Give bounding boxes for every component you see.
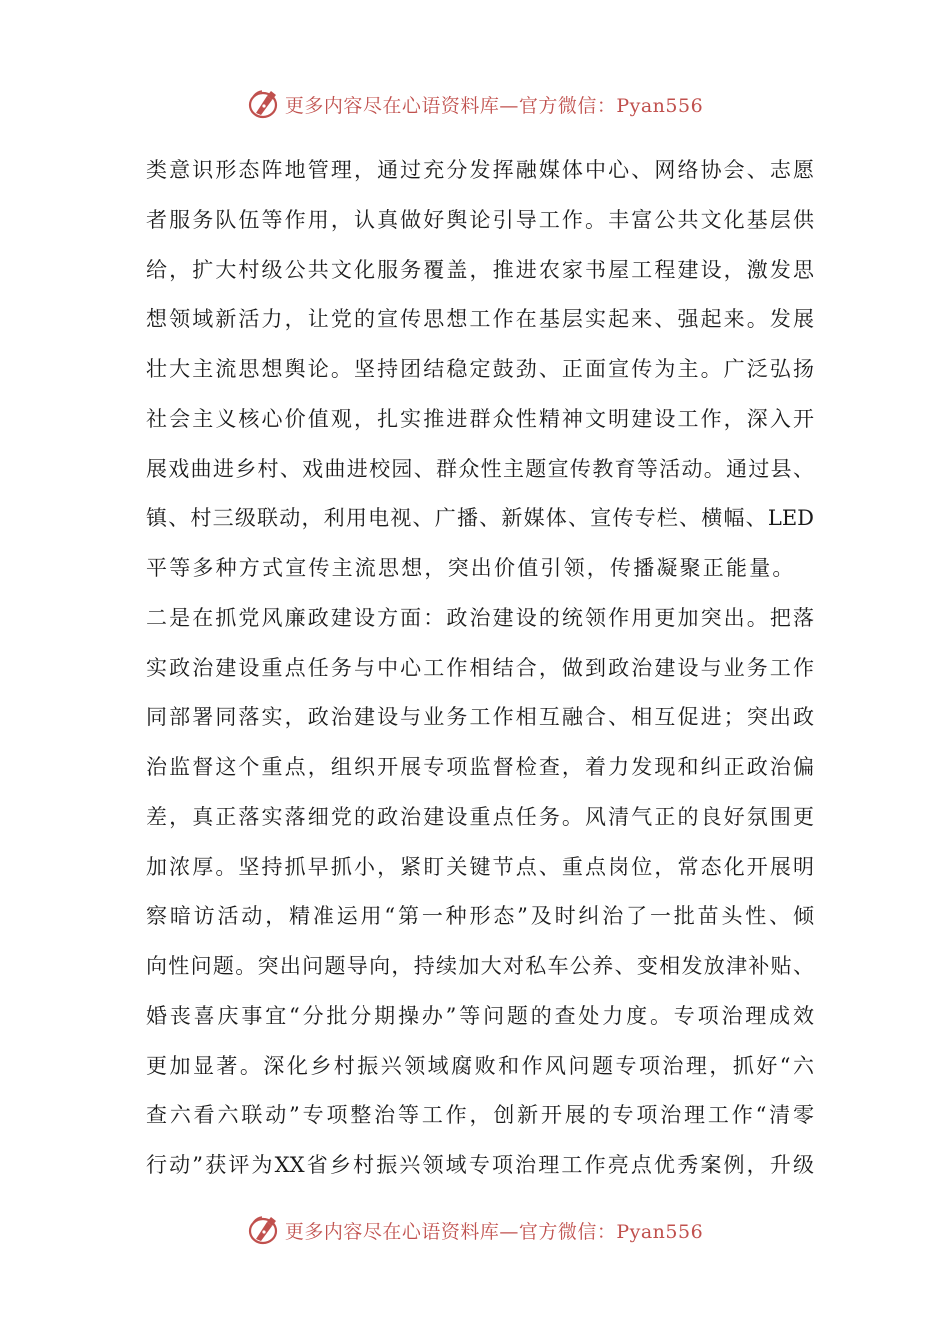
text-line-5: 壮大主流思想舆论。坚持团结稳定鼓劲、正面宣传为主。广泛弘扬 bbox=[146, 357, 814, 381]
text-line-3: 给，扩大村级公共文化服务覆盖，推进农家书屋工程建设，激发思 bbox=[146, 257, 814, 282]
text-line-13: 治监督这个重点，组织开展专项监督检查，着力发现和纠正政治偏 bbox=[146, 755, 814, 779]
text-line-12: 同部署同落实，政治建设与业务工作相互融合、相互促进；突出政 bbox=[146, 705, 814, 730]
footer-banner-text: 更多内容尽在心语资料库—官方微信：Pyan556 bbox=[284, 1220, 704, 1243]
header-banner-text: 更多内容尽在心语资料库—官方微信：Pyan556 bbox=[284, 94, 704, 117]
text-line-11: 实政治建设重点任务与中心工作相结合，做到政治建设与业务工作 bbox=[146, 655, 814, 680]
text-line-21: 行动”获评为XX省乡村振兴领域专项治理工作亮点优秀案例，升级 bbox=[146, 1153, 814, 1177]
text-line-20: 查六看六联动”专项整治等工作，创新开展的专项治理工作“清零 bbox=[146, 1103, 814, 1128]
text-line-16: 察暗访活动，精准运用“第一种形态”及时纠治了一批苗头性、倾 bbox=[146, 904, 814, 929]
text-line-8: 镇、村三级联动，利用电视、广播、新媒体、宣传专栏、横幅、LED bbox=[146, 506, 814, 531]
footer-banner bbox=[0, 1210, 950, 1250]
document-body bbox=[146, 150, 814, 1195]
text-line-1: 类意识形态阵地管理，通过充分发挥融媒体中心、网络协会、志愿 bbox=[146, 158, 814, 182]
text-line-15: 加浓厚。坚持抓早抓小，紧盯关键节点、重点岗位，常态化开展明 bbox=[146, 854, 814, 879]
text-line-2: 者服务队伍等作用，认真做好舆论引导工作。丰富公共文化基层供 bbox=[146, 207, 814, 232]
text-line-7: 展戏曲进乡村、戏曲进校园、群众性主题宣传教育等活动。通过县、 bbox=[146, 456, 814, 481]
pen-nib-logo-icon bbox=[247, 1213, 281, 1247]
text-line-18: 婚丧喜庆事宜“分批分期操办”等问题的查处力度。专项治理成效 bbox=[146, 1003, 814, 1028]
text-line-19: 更加显著。深化乡村振兴领域腐败和作风问题专项治理，抓好“六 bbox=[146, 1053, 814, 1078]
pen-nib-logo-icon bbox=[247, 87, 281, 121]
text-line-4: 想领域新活力，让党的宣传思想工作在基层实起来、强起来。发展 bbox=[146, 307, 814, 332]
text-line-14: 差，真正落实落细党的政治建设重点任务。风清气正的良好氛围更 bbox=[146, 804, 814, 829]
text-line-10: 二是在抓党风廉政建设方面：政治建设的统领作用更加突出。把落 bbox=[146, 605, 814, 630]
header-banner bbox=[0, 84, 950, 124]
text-line-9: 平等多种方式宣传主流思想，突出价值引领，传播凝聚正能量。 bbox=[146, 556, 796, 580]
text-line-6: 社会主义核心价值观，扎实推进群众性精神文明建设工作，深入开 bbox=[146, 406, 814, 431]
text-line-17: 向性问题。突出问题导向，持续加大对私车公养、变相发放津补贴、 bbox=[146, 954, 814, 978]
